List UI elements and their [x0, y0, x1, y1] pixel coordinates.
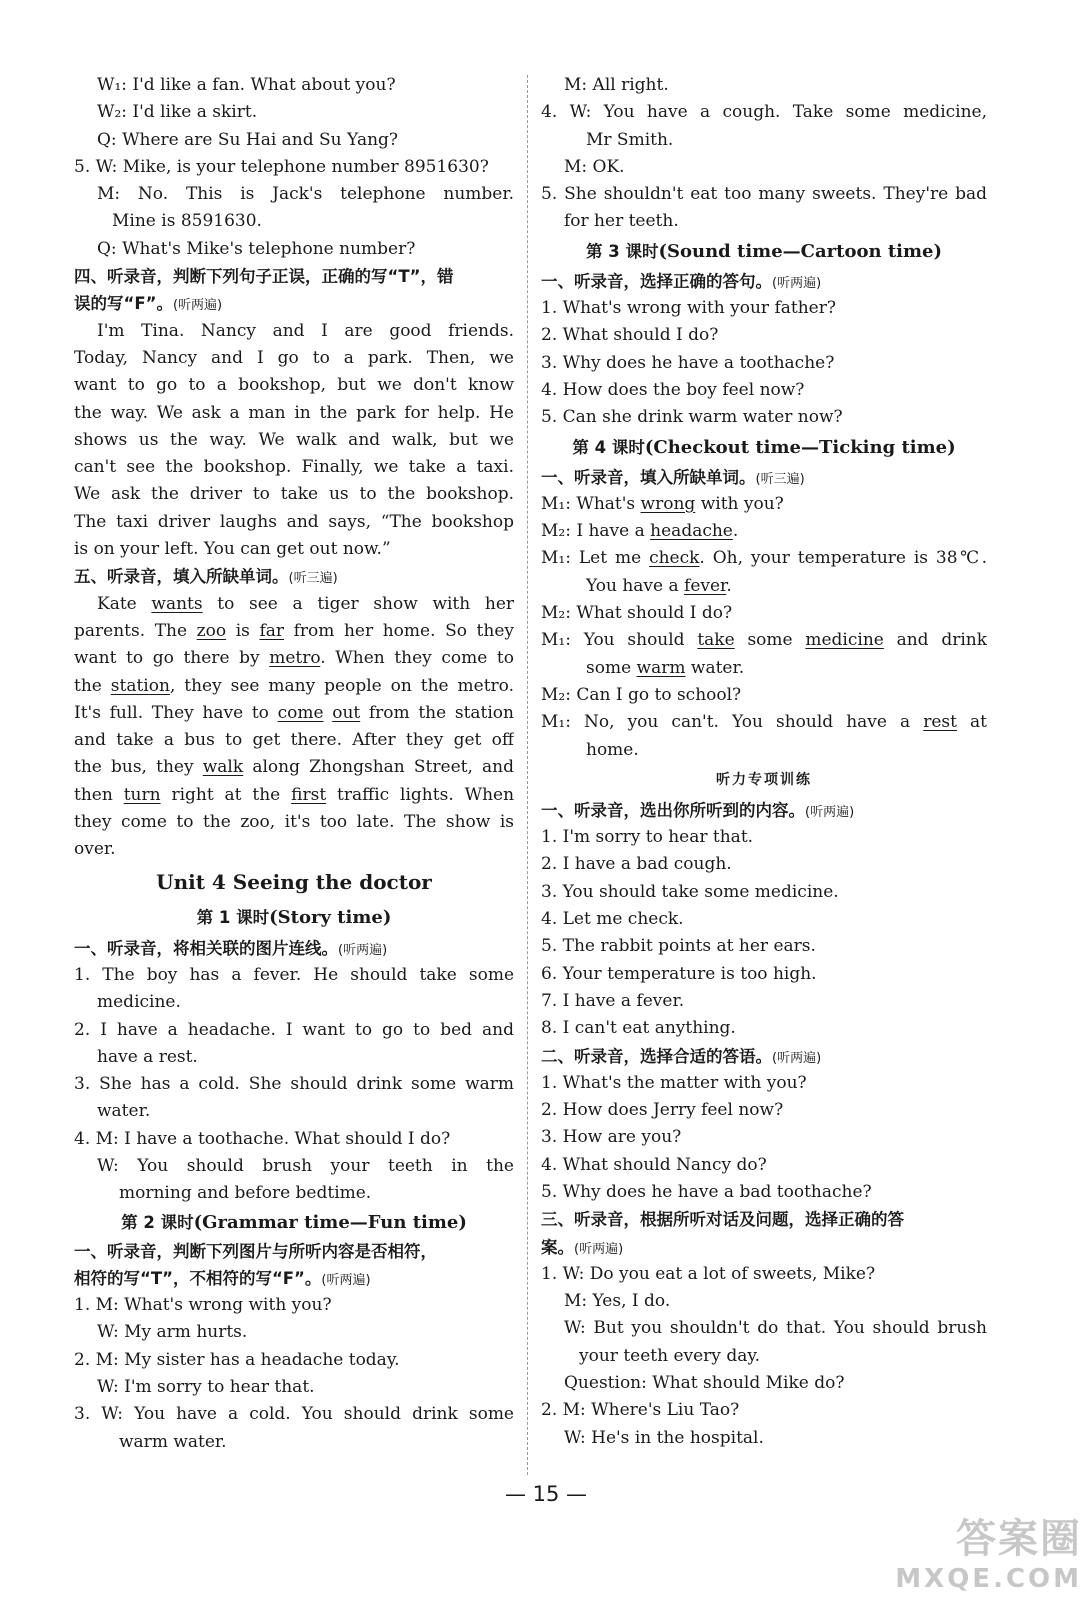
passage-line: the bus, they walk along Zhongshan Street, and [74, 757, 514, 778]
left-column [74, 72, 514, 1456]
answer-word: out [332, 702, 361, 723]
section-heading: 一、听录音，将相关联的图片连线。(听两遍) [74, 938, 388, 958]
passage-line: the station, they see many people on the metro. [74, 675, 514, 696]
text-line: for her teeth. [564, 211, 679, 232]
answer-word: check [649, 548, 700, 569]
text-line: 2. I have a headache. I want to go to bed and [74, 1019, 514, 1040]
text-line: M: All right. [564, 75, 669, 95]
text-line: 6. Your temperature is too high. [541, 963, 817, 984]
text-line: 2. How does Jerry feel now? [541, 1100, 784, 1121]
dialogue-line: home. [586, 739, 639, 760]
section-heading: 一、听录音，选出你所听到的内容。(听两遍) [541, 800, 855, 820]
text-line: 2. I have a bad cough. [541, 854, 732, 875]
passage-line: We ask the driver to take us to the bookshop. [74, 484, 514, 505]
text-line: Mr Smith. [586, 129, 674, 150]
dialogue-line: W: But you shouldn't do that. You should brush [564, 1318, 987, 1339]
passage-line: want to go to a bookshop, but we don't know [74, 375, 514, 396]
text-line: 5. She shouldn't eat too many sweets. They're bad [541, 184, 987, 205]
answer-word: station [110, 675, 170, 696]
column-divider [527, 75, 528, 1475]
passage-line: Kate wants to see a tiger show with her [97, 593, 514, 614]
dialogue-line: M₁: What's wrong with you? [541, 493, 784, 514]
text-line: 5. The rabbit points at her ears. [541, 936, 816, 957]
section-heading: 三、听录音，根据所听对话及问题，选择正确的答 [541, 1210, 904, 1230]
text-line: 1. The boy has a fever. He should take some [74, 964, 514, 985]
text-line: 1. What's the matter with you? [541, 1072, 807, 1093]
text-line: 3. W: You have a cold. You should drink some [74, 1404, 514, 1425]
text-line: warm water. [119, 1431, 227, 1452]
right-column [541, 72, 987, 1452]
dialogue-line: M₁: Let me check. Oh, your temperature is 38℃. [541, 548, 987, 569]
answer-word: zoo [196, 620, 227, 641]
dialogue-line: M₁: You should take some medicine and drink [541, 630, 987, 651]
dialogue-line: M₂: What should I do? [541, 603, 733, 624]
answer-word: rest [923, 712, 957, 733]
dialogue-line: 2. M: Where's Liu Tao? [541, 1400, 740, 1421]
text-line: 8. I can't eat anything. [541, 1018, 736, 1039]
dialogue-line: M₂: I have a headache. [541, 521, 739, 542]
text-line: 3. Why does he have a toothache? [541, 352, 835, 373]
passage-line: It's full. They have to come out from the station [74, 702, 514, 723]
passage-line: the way. We ask a man in the park for help. He [74, 402, 514, 423]
answer-word: fever [684, 575, 727, 596]
section-heading: 五、听录音，填入所缺单词。(听三遍) [74, 567, 338, 587]
text-line: 7. I have a fever. [541, 990, 685, 1011]
section-heading: 一、听录音，填入所缺单词。(听三遍) [541, 467, 805, 487]
text-line: medicine. [97, 992, 181, 1013]
text-line: 5. Can she drink warm water now? [541, 407, 843, 428]
watermark-logo: 答案圈 MXQE.COM [895, 1516, 1082, 1594]
dialogue-line: W: He's in the hospital. [564, 1427, 764, 1448]
answer-word: take [697, 630, 735, 651]
text-line: water. [97, 1101, 151, 1122]
answer-word: metro [269, 648, 321, 669]
dialogue-line: M₁: No, you can't. You should have a rest at [541, 712, 987, 733]
section-heading: 二、听录音，选择合适的答语。(听两遍) [541, 1046, 822, 1066]
section-heading: 误的写“F”。(听两遍) [74, 294, 223, 314]
text-line: 1. M: What's wrong with you? [74, 1295, 332, 1316]
section-heading: 一、听录音，选择正确的答句。(听两遍) [541, 271, 822, 291]
passage-line: and take a bus to get there. After they get off [74, 730, 514, 751]
lesson-title: 第 4 课时(Checkout time—Ticking time) [572, 436, 956, 458]
text-line: 3. You should take some medicine. [541, 881, 839, 902]
lesson-title: 第 3 课时(Sound time—Cartoon time) [585, 240, 942, 262]
passage-line: over. [74, 839, 116, 860]
text-line: morning and before bedtime. [119, 1183, 372, 1204]
section-heading: 相符的写“T”，不相符的写“F”。(听两遍) [74, 1268, 371, 1288]
text-line: W₁: I'd like a fan. What about you? [97, 75, 396, 95]
passage-line: shows us the way. We walk and walk, but we [74, 429, 514, 450]
dialogue-line: M₂: Can I go to school? [541, 684, 742, 705]
text-line: 4. What should Nancy do? [541, 1154, 767, 1175]
section-heading: 一、听录音，判断下列图片与所听内容是否相符， [74, 1241, 437, 1261]
text-line: W₂: I'd like a skirt. [97, 102, 258, 123]
unit-title: Unit 4 Seeing the doctor [156, 869, 432, 894]
passage-line: parents. The zoo is far from her home. So they [74, 620, 514, 641]
page-number: — 15 — [504, 1482, 588, 1506]
answer-word: medicine [805, 630, 884, 651]
text-line: Q: Where are Su Hai and Su Yang? [97, 129, 399, 150]
text-line: 5. W: Mike, is your telephone number 8951630? [74, 156, 489, 177]
passage-line: can't see the bookshop. Finally, we take a taxi. [74, 457, 514, 478]
passage-line: I'm Tina. Nancy and I are good friends. [97, 320, 514, 341]
section-heading: 四、听录音，判断下列句子正误，正确的写“T”，错 [74, 267, 454, 287]
lesson-title: 第 1 课时(Story time) [196, 906, 392, 928]
passage-line: they come to the zoo, it's too late. The show is [74, 812, 514, 833]
passage-line: is on your left. You can get out now.” [74, 539, 391, 560]
text-line: 2. M: My sister has a headache today. [74, 1349, 400, 1370]
dialogue-line: some warm water. [586, 657, 745, 678]
answer-word: turn [123, 784, 161, 805]
lesson-title: 第 2 课时(Grammar time—Fun time) [121, 1211, 467, 1233]
dialogue-line: You have a fever. [586, 575, 732, 596]
dialogue-line: your teeth every day. [579, 1345, 761, 1366]
text-line: 4. M: I have a toothache. What should I do? [74, 1128, 451, 1149]
answer-word: warm [636, 657, 686, 678]
dialogue-line: 1. W: Do you eat a lot of sweets, Mike? [541, 1263, 876, 1284]
text-line: 3. How are you? [541, 1127, 682, 1148]
answer-word: far [259, 620, 285, 641]
text-line: 3. She has a cold. She should drink some warm [74, 1074, 514, 1095]
text-line: 1. I'm sorry to hear that. [541, 827, 754, 848]
passage-line: The taxi driver laughs and says, “The bookshop [74, 511, 514, 532]
answer-word: wrong [640, 493, 696, 514]
text-line: W: My arm hurts. [97, 1322, 248, 1343]
passage-line: then turn right at the first traffic lights. When [74, 784, 514, 805]
passage-line: want to go there by metro. When they come to [74, 648, 514, 669]
section-heading: 案。(听两遍) [541, 1237, 624, 1257]
special-training-title: 听力专项训练 [716, 771, 812, 788]
text-line: have a rest. [97, 1046, 198, 1067]
text-line: Q: What's Mike's telephone number? [97, 238, 416, 259]
text-line: 1. What's wrong with your father? [541, 298, 836, 319]
text-line: 2. What should I do? [541, 325, 719, 346]
answer-word: first [291, 784, 327, 805]
answer-word: wants [151, 593, 203, 614]
text-line: Mine is 8591630. [112, 211, 262, 232]
text-line: W: I'm sorry to hear that. [97, 1377, 315, 1398]
text-line: 4. W: You have a cough. Take some medicine, [541, 102, 987, 123]
text-line: M: No. This is Jack's telephone number. [97, 184, 514, 205]
answer-word: walk [202, 757, 244, 778]
text-line: 5. Why does he have a bad toothache? [541, 1181, 872, 1202]
answer-word: headache [650, 521, 733, 542]
text-line: M: OK. [564, 156, 625, 177]
text-line: 4. How does the boy feel now? [541, 379, 805, 400]
text-line: 4. Let me check. [541, 909, 684, 930]
dialogue-line: Question: What should Mike do? [564, 1373, 845, 1394]
dialogue-line: M: Yes, I do. [564, 1291, 671, 1312]
answer-word: come [277, 702, 324, 723]
text-line: W: You should brush your teeth in the [97, 1155, 514, 1176]
passage-line: Today, Nancy and I go to a park. Then, we [74, 347, 514, 368]
